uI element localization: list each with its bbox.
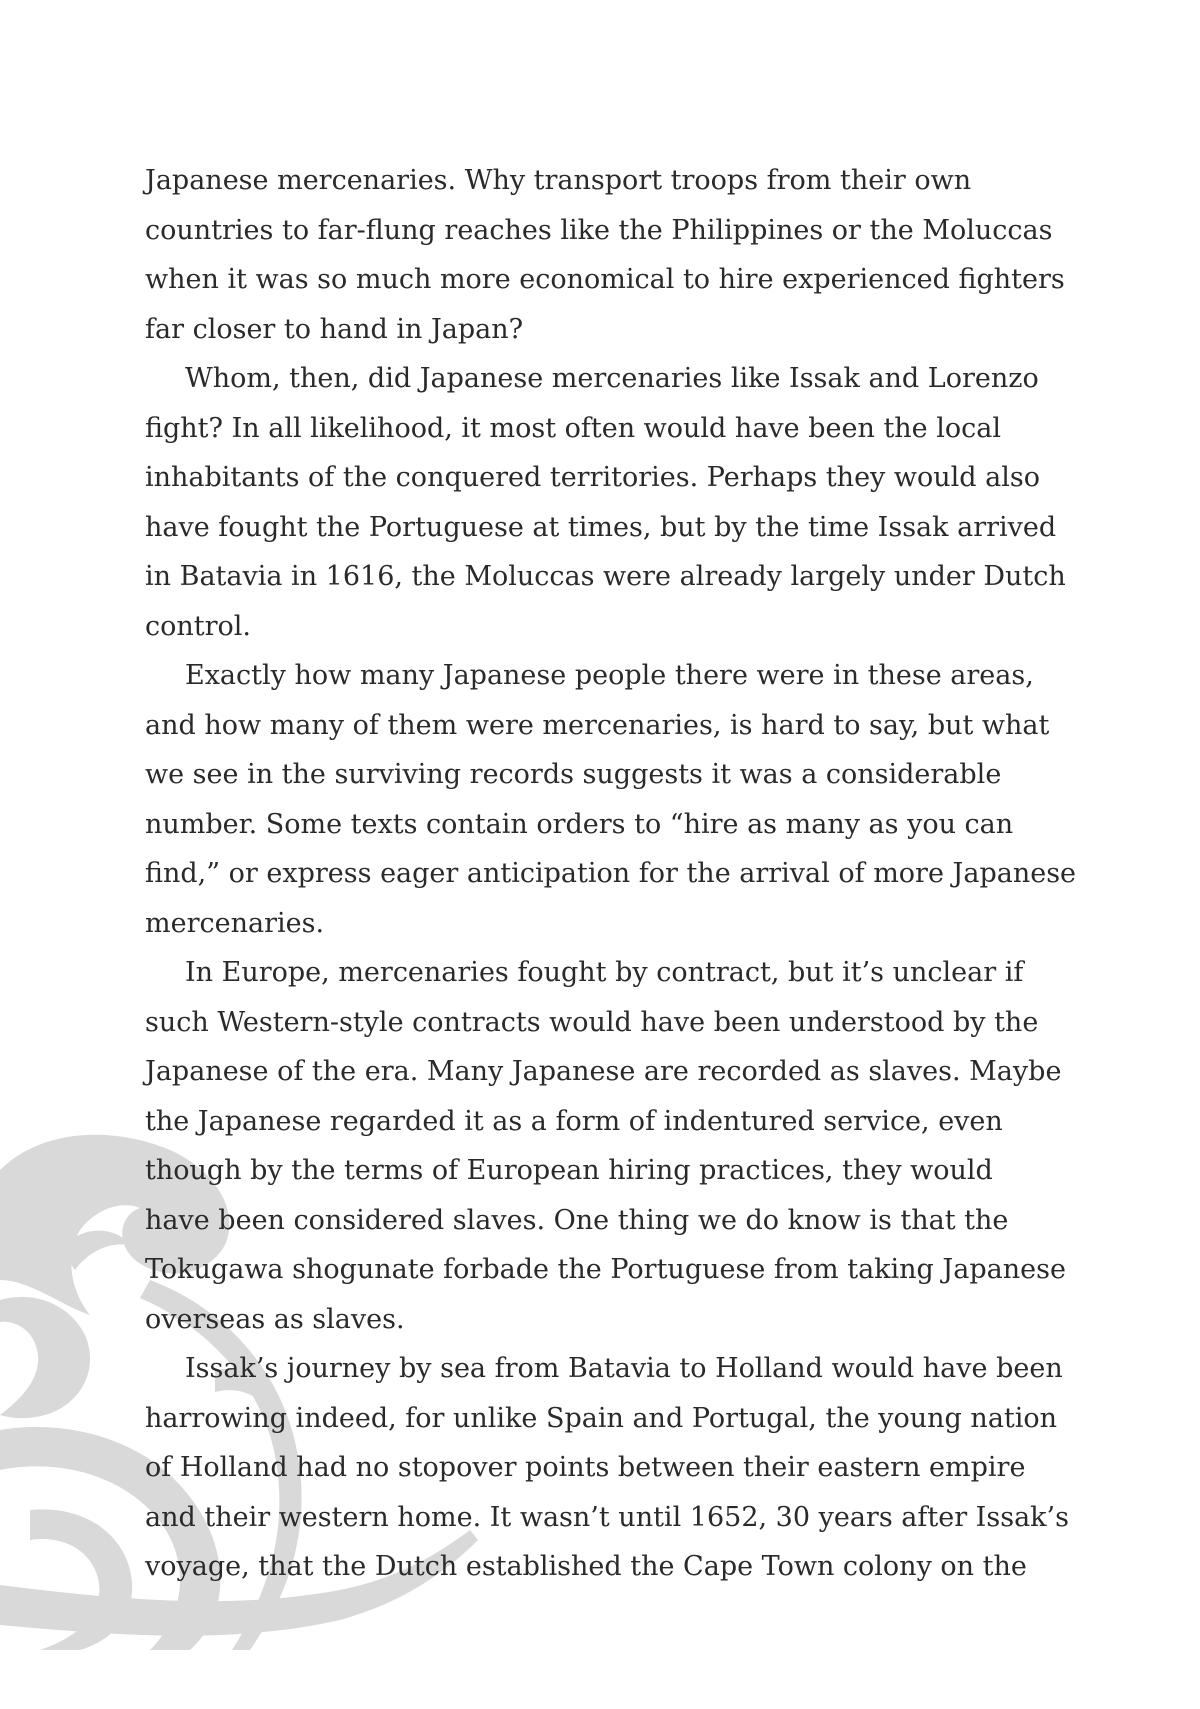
text-line: we see in the surviving records suggests it was a considerable bbox=[145, 759, 1002, 790]
text-line: Whom, then, did Japanese mercenaries like Issak and Lorenzo bbox=[185, 363, 1039, 394]
text-line: such Western-style contracts would have been understood by the bbox=[145, 1006, 1039, 1038]
text-line: find,” or express eager anticipation for the arrival of more Japanese bbox=[145, 858, 1077, 889]
text-line: overseas as slaves. bbox=[145, 1303, 405, 1335]
text-line: when it was so much more economical to hire experienced fighters bbox=[145, 264, 1065, 295]
text-line: Issak’s journey by sea from Batavia to Holland would have been bbox=[185, 1353, 1063, 1384]
text-line: though by the terms of European hiring practices, they would bbox=[145, 1155, 993, 1186]
text-line: fight? In all likelihood, it most often would have been the local bbox=[145, 412, 1001, 444]
text-line: in Batavia in 1616, the Moluccas were already largely under Dutch bbox=[145, 561, 1066, 592]
paragraph bbox=[145, 1344, 1069, 1592]
paragraph bbox=[145, 651, 1077, 948]
text-line: harrowing indeed, for unlike Spain and Portugal, the young nation bbox=[145, 1402, 1058, 1434]
text-line: the Japanese regarded it as a form of indentured service, even bbox=[145, 1105, 1003, 1137]
text-line: voyage, that the Dutch established the Cape Town colony on the bbox=[145, 1551, 1027, 1582]
text-line: and how many of them were mercenaries, is hard to say, but what bbox=[145, 709, 1050, 741]
text-line: of Holland had no stopover points between their eastern empire bbox=[145, 1452, 1026, 1483]
text-line: number. Some texts contain orders to “hire as many as you can bbox=[145, 808, 1014, 840]
paragraph bbox=[145, 156, 1065, 354]
paragraph bbox=[145, 948, 1066, 1344]
text-line: and their western home. It wasn’t until 1652, 30 years after Issak’s bbox=[145, 1501, 1069, 1533]
text-line: countries to far-flung reaches like the Philippines or the Moluccas bbox=[145, 214, 1053, 246]
text-line: Japanese of the era. Many Japanese are recorded as slaves. Maybe bbox=[145, 1056, 1062, 1087]
text-line: Tokugawa shogunate forbade the Portuguese from taking Japanese bbox=[145, 1254, 1066, 1285]
body-text bbox=[145, 156, 1077, 1592]
paragraph bbox=[145, 354, 1066, 651]
text-line: Japanese mercenaries. Why transport troops from their own bbox=[145, 165, 972, 196]
text-line: control. bbox=[145, 610, 251, 642]
text-line: In Europe, mercenaries fought by contract, but it’s unclear if bbox=[185, 957, 1024, 988]
text-line: mercenaries. bbox=[145, 907, 325, 939]
text-line: far closer to hand in Japan? bbox=[145, 313, 524, 345]
text-line: have fought the Portuguese at times, but by the time Issak arrived bbox=[145, 511, 1057, 543]
text-line: Exactly how many Japanese people there were in these areas, bbox=[185, 660, 1034, 691]
text-line: inhabitants of the conquered territories. Perhaps they would also bbox=[145, 462, 1040, 493]
text-line: have been considered slaves. One thing we do know is that the bbox=[145, 1204, 1009, 1236]
